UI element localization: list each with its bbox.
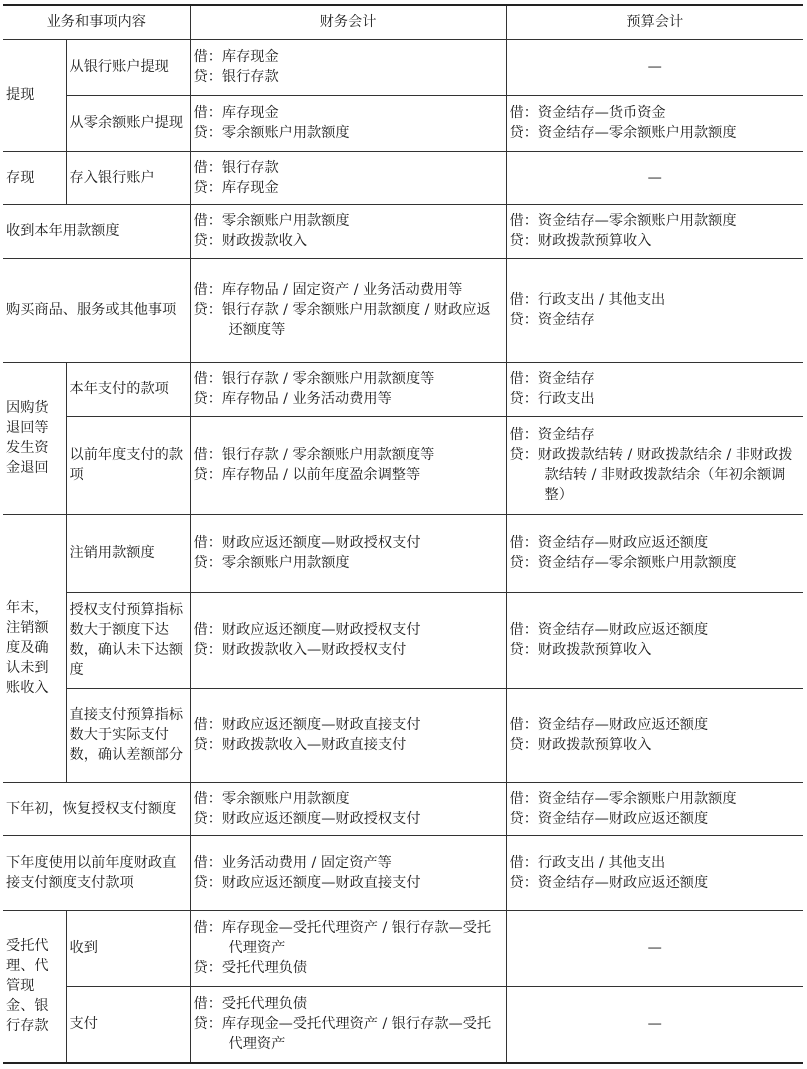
financial-entry — [190, 151, 506, 204]
entry-line: 贷：财政拨款预算收入 — [509, 233, 652, 249]
entry-line: 贷：资金结存—零余额账户用款额度 — [509, 555, 737, 571]
entry-line: 借：财政应返还额度—财政直接支付 — [193, 717, 421, 733]
entry-line: 借：受托代理负债 — [193, 996, 308, 1013]
entry-line: 贷：银行存款 / 零余额账户用款额度 / 财政应返还额度等 — [193, 302, 491, 338]
financial-entry — [190, 910, 506, 986]
budget-entry — [506, 258, 803, 362]
entry-line: 贷：资金结存—财政应返还额度 — [509, 874, 709, 891]
entry-line: 贷：零余额账户用款额度 — [193, 125, 350, 141]
entry-line: 借：零余额账户用款额度 — [193, 213, 350, 229]
table-row — [3, 362, 803, 416]
entry-line: 借：财政应返还额度—财政授权支付 — [193, 622, 421, 638]
table-row — [3, 986, 803, 1063]
budget-entry — [506, 362, 803, 416]
financial-entry — [190, 416, 506, 514]
entry-line: 借：行政支出 / 其他支出 — [509, 292, 666, 308]
table-row — [3, 204, 803, 258]
financial-entry — [190, 782, 506, 835]
entry-line: 借：库存物品 / 固定资产 / 业务活动费用等 — [193, 282, 463, 298]
entry-line: 贷：财政拨款收入 — [193, 233, 308, 249]
entry-line: 借：资金结存—财政应返还额度 — [509, 535, 709, 551]
entry-line: 贷：库存物品 / 业务活动费用等 — [193, 391, 392, 407]
entry-line: 借：行政支出 / 其他支出 — [509, 854, 666, 871]
table-row — [3, 95, 803, 151]
table-row — [3, 151, 803, 204]
entry-line: 贷：财政拨款收入—财政授权支付 — [193, 642, 407, 658]
entry-line: 贷：库存物品 / 以前年度盈余调整等 — [193, 467, 421, 483]
table-row — [3, 910, 803, 986]
item-cell: 本年支付的款项 — [66, 362, 190, 416]
header-row — [3, 5, 803, 39]
item-cell: 购买商品、服务或其他事项 — [3, 258, 190, 362]
entry-line: 借：资金结存—零余额账户用款额度 — [509, 790, 737, 807]
category-cell: 年末，注销额度及确认未到账收入 — [3, 514, 66, 782]
item-cell: 直接支付预算指标数大于实际支付数，确认差额部分 — [66, 688, 190, 782]
table-row — [3, 258, 803, 362]
budget-entry: — — [506, 151, 803, 204]
financial-entry — [190, 592, 506, 688]
budget-entry — [506, 95, 803, 151]
item-cell: 收到 — [66, 910, 190, 986]
item-cell: 存入银行账户 — [66, 151, 190, 204]
entry-line: 借：库存现金 — [193, 49, 279, 65]
item-cell: 从零余额账户提现 — [66, 95, 190, 151]
budget-entry — [506, 592, 803, 688]
entry-line: 借：零余额账户用款额度 — [193, 790, 350, 807]
entry-line: 借：财政应返还额度—财政授权支付 — [193, 535, 421, 551]
budget-entry: — — [506, 910, 803, 986]
item-cell: 支付 — [66, 986, 190, 1063]
budget-entry — [506, 835, 803, 910]
budget-entry — [506, 688, 803, 782]
budget-entry — [506, 204, 803, 258]
entry-line: 贷：零余额账户用款额度 — [193, 555, 350, 571]
entry-line: 借：库存现金 — [193, 105, 279, 121]
entry-line: 借：业务活动费用 / 固定资产等 — [193, 854, 392, 871]
table-row — [3, 514, 803, 592]
table-row — [3, 688, 803, 782]
table-row — [3, 592, 803, 688]
entry-line: 贷：资金结存 — [509, 312, 595, 328]
category-cell: 存现 — [3, 151, 66, 204]
entry-line: 贷：财政拨款收入—财政直接支付 — [193, 737, 407, 753]
entry-line: 借：银行存款 / 零余额账户用款额度等 — [193, 371, 435, 387]
table-row — [3, 835, 803, 910]
header-budget: 预算会计 — [506, 5, 803, 39]
category-cell: 因购货退回等发生资金退回 — [3, 362, 66, 514]
item-cell: 下年度使用以前年度财政直接支付额度支付款项 — [3, 835, 190, 910]
budget-entry — [506, 782, 803, 835]
entry-line: 贷：资金结存—财政应返还额度 — [509, 810, 709, 827]
entry-line: 贷：资金结存—零余额账户用款额度 — [509, 125, 737, 141]
item-cell: 授权支付预算指标数大于额度下达数，确认未下达额度 — [66, 592, 190, 688]
table-row — [3, 782, 803, 835]
financial-entry — [190, 986, 506, 1063]
budget-entry — [506, 416, 803, 514]
entry-line: 借：资金结存—财政应返还额度 — [509, 622, 709, 638]
accounting-table — [3, 4, 803, 1064]
entry-line: 贷：财政拨款结转 / 财政拨款结余 / 非财政拨款结转 / 非财政拨款结余（年初余额调整） — [509, 447, 793, 503]
category-cell: 提现 — [3, 39, 66, 151]
budget-entry: — — [506, 986, 803, 1063]
entry-line: 贷：库存现金—受托代理资产 / 银行存款—受托代理资产 — [193, 1016, 492, 1053]
financial-entry — [190, 835, 506, 910]
entry-line: 借：资金结存—财政应返还额度 — [509, 717, 709, 733]
item-cell: 下年初，恢复授权支付额度 — [3, 782, 190, 835]
financial-entry — [190, 688, 506, 782]
entry-line: 贷：行政支出 — [509, 391, 595, 407]
header-financial: 财务会计 — [190, 5, 506, 39]
entry-line: 贷：财政拨款预算收入 — [509, 737, 652, 753]
entry-line: 借：库存现金—受托代理资产 / 银行存款—受托代理资产 — [193, 920, 492, 956]
table-row — [3, 39, 803, 95]
item-cell: 收到本年用款额度 — [3, 204, 190, 258]
budget-entry — [506, 514, 803, 592]
item-cell: 注销用款额度 — [66, 514, 190, 592]
entry-line: 借：资金结存 — [509, 427, 595, 443]
budget-entry: — — [506, 39, 803, 95]
financial-entry — [190, 362, 506, 416]
entry-line: 借：资金结存 — [509, 371, 595, 387]
financial-entry — [190, 39, 506, 95]
entry-line: 贷：财政应返还额度—财政直接支付 — [193, 874, 421, 891]
entry-line: 贷：库存现金 — [193, 179, 279, 196]
header-item: 业务和事项内容 — [3, 5, 190, 39]
financial-entry — [190, 258, 506, 362]
entry-line: 贷：受托代理负债 — [193, 960, 308, 976]
category-cell: 受托代理、代管现金、银行存款 — [3, 910, 66, 1063]
entry-line: 借：银行存款 — [193, 159, 279, 176]
entry-line: 贷：财政拨款预算收入 — [509, 642, 652, 658]
entry-line: 借：银行存款 / 零余额账户用款额度等 — [193, 447, 435, 463]
entry-line: 借：资金结存—货币资金 — [509, 105, 666, 121]
item-cell: 以前年度支付的款项 — [66, 416, 190, 514]
entry-line: 借：资金结存—零余额账户用款额度 — [509, 213, 737, 229]
financial-entry — [190, 514, 506, 592]
financial-entry — [190, 204, 506, 258]
financial-entry — [190, 95, 506, 151]
item-cell: 从银行账户提现 — [66, 39, 190, 95]
entry-line: 贷：财政应返还额度—财政授权支付 — [193, 810, 421, 827]
table-row — [3, 416, 803, 514]
entry-line: 贷：银行存款 — [193, 69, 279, 85]
